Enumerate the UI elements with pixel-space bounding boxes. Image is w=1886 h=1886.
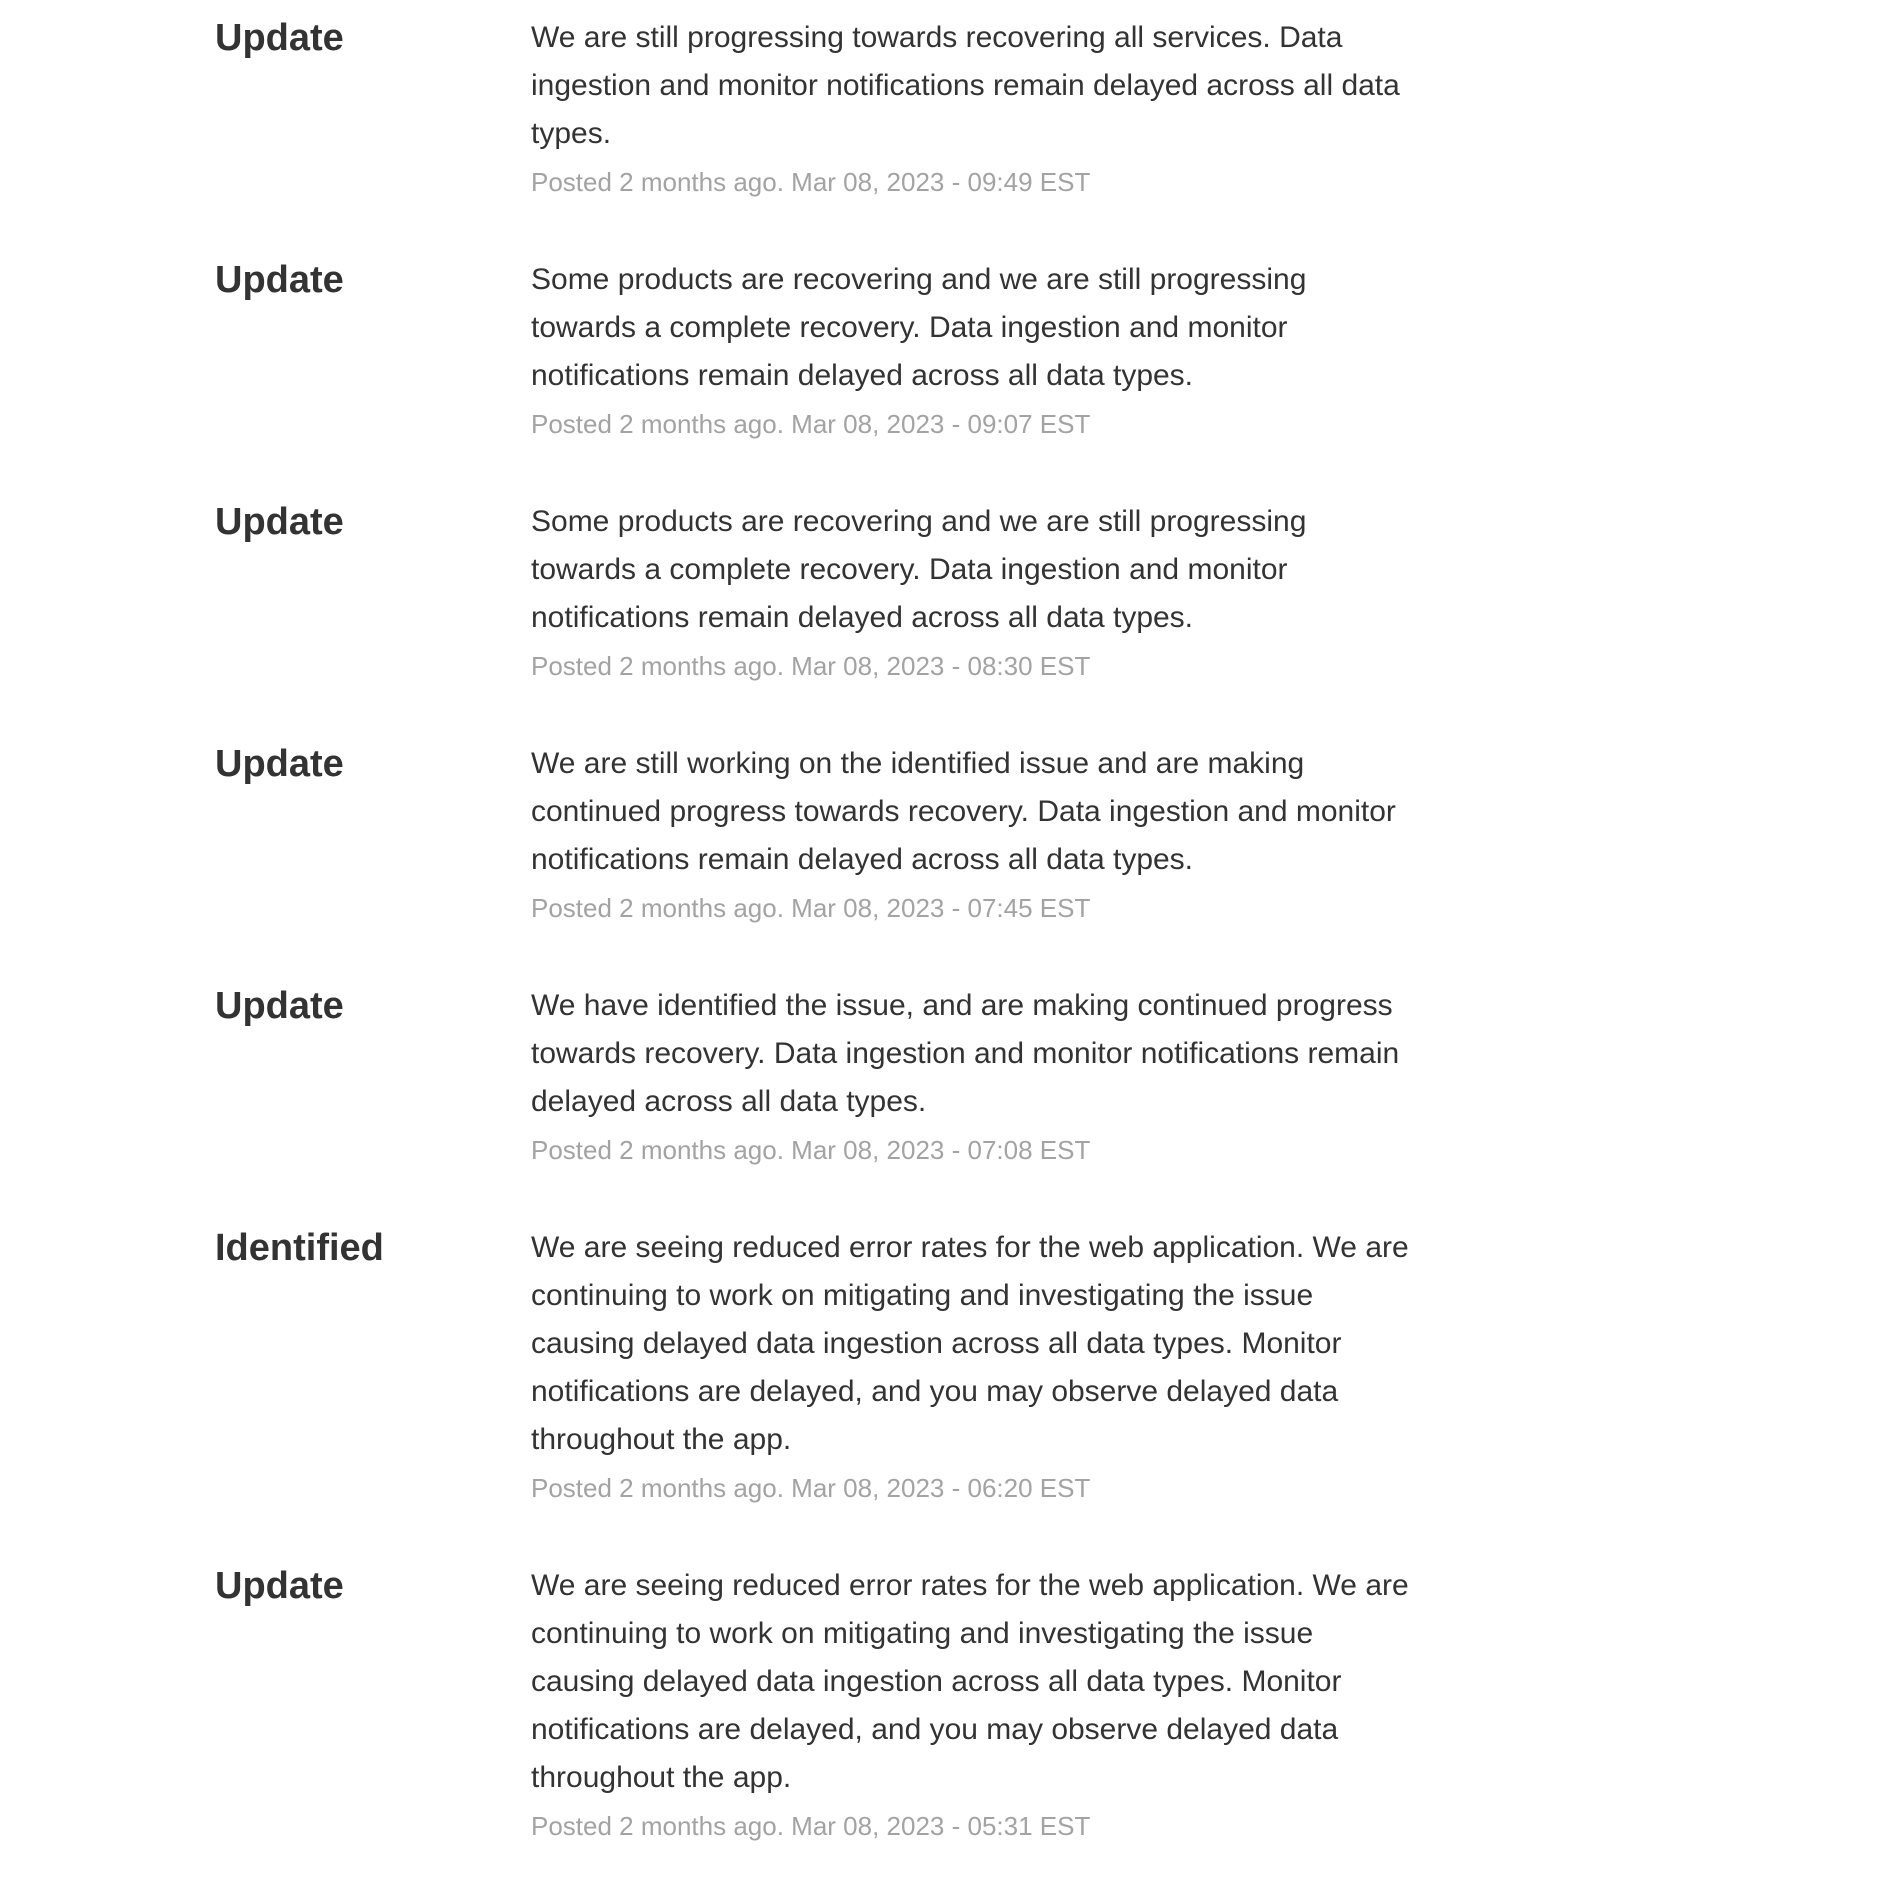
incident-update: [215, 484, 1415, 686]
update-status-label: Update: [215, 501, 344, 543]
incident-update: [215, 1548, 1415, 1846]
incident-update: [215, 0, 1415, 202]
update-status-label: Identified: [215, 1227, 384, 1269]
update-content: [531, 498, 1411, 686]
update-timestamp: Posted 2 months ago. Mar 08, 2023 - 08:30 EST: [531, 651, 1091, 681]
update-content: [531, 256, 1411, 444]
update-body-text: We are seeing reduced error rates for the web application. We are continuing to work on mitigating and investigating the issue causing delayed data ingestion across all data types. Monitor notifications are delayed, and you may observe delayed data throughout the app.: [531, 1569, 1409, 1794]
update-body-text: Some products are recovering and we are still progressing towards a complete recovery. Data ingestion and monitor notifications remain delayed across all data types.: [531, 505, 1307, 634]
update-body-text: We are seeing reduced error rates for the web application. We are continuing to work on mitigating and investigating the issue causing delayed data ingestion across all data types. Monitor notifications are delayed, and you may observe delayed data throughout the app.: [531, 1231, 1409, 1456]
update-body-text: We are still working on the identified issue and are making continued progress towards recovery. Data ingestion and monitor notifications remain delayed across all data types.: [531, 747, 1396, 876]
update-status-label: Update: [215, 17, 344, 59]
incident-update: [215, 242, 1415, 444]
incident-update: [215, 1210, 1415, 1508]
update-status-label: Update: [215, 743, 344, 785]
update-body-text: We are still progressing towards recovering all services. Data ingestion and monitor notifications remain delayed across all data types.: [531, 21, 1400, 150]
update-timestamp: Posted 2 months ago. Mar 08, 2023 - 09:07 EST: [531, 409, 1091, 439]
update-timestamp: Posted 2 months ago. Mar 08, 2023 - 07:45 EST: [531, 893, 1091, 923]
incident-update: [215, 726, 1415, 928]
update-timestamp: Posted 2 months ago. Mar 08, 2023 - 07:08 EST: [531, 1135, 1091, 1165]
update-timestamp: Posted 2 months ago. Mar 08, 2023 - 09:49 EST: [531, 167, 1091, 197]
incident-updates-list: [215, 0, 1415, 1886]
update-body-text: Some products are recovering and we are still progressing towards a complete recovery. Data ingestion and monitor notifications remain delayed across all data types.: [531, 263, 1307, 392]
update-content: [531, 982, 1411, 1170]
update-status-label: Update: [215, 259, 344, 301]
update-content: [531, 1562, 1411, 1846]
update-content: [531, 740, 1411, 928]
incident-update: [215, 968, 1415, 1170]
update-content: [531, 1224, 1411, 1508]
update-timestamp: Posted 2 months ago. Mar 08, 2023 - 06:20 EST: [531, 1473, 1091, 1503]
update-status-label: Update: [215, 1565, 344, 1607]
update-content: [531, 14, 1411, 202]
update-body-text: We have identified the issue, and are making continued progress towards recovery. Data ingestion and monitor notifications remain delayed across all data types.: [531, 989, 1400, 1118]
update-timestamp: Posted 2 months ago. Mar 08, 2023 - 05:31 EST: [531, 1811, 1091, 1841]
update-status-label: Update: [215, 985, 344, 1027]
